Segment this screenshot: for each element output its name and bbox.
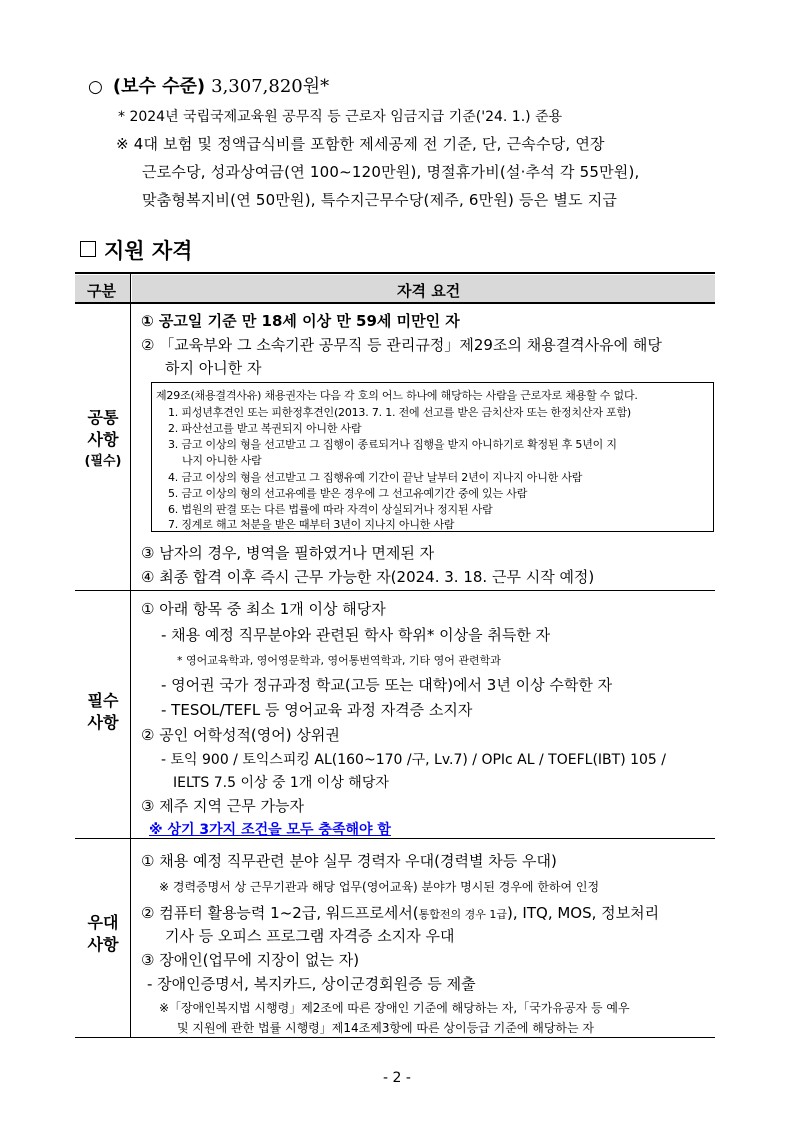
preferred-req-3: ③ 장애인(업무에 지장이 없는 자) xyxy=(141,951,360,969)
law-line: 5. 금고 이상의 형의 선고유예를 받은 경우에 그 선고유예기간 중에 있는 사람 xyxy=(168,487,528,500)
law-line: 2. 파산선고를 받고 복권되지 아니한 사람 xyxy=(168,422,362,435)
category-preferred: 우대 사항 xyxy=(87,913,119,954)
header-category: 구분 xyxy=(87,282,116,300)
common-req-1: ① 공고일 기준 만 18세 이상 만 59세 미만인 자 xyxy=(141,312,460,330)
pay-label: (보수 수준) xyxy=(112,76,206,97)
preferred-req-2-line-2: 기사 등 오피스 프로그램 자격증 소지자 우대 xyxy=(165,927,455,945)
law-line: 4. 금고 이상의 형을 선고받고 그 집행유예 기간이 끝난 날부터 2년이 지나지 아니한 사람 xyxy=(168,471,583,484)
common-req-2-line-1: ② 「교육부와 그 소속기관 공무직 등 관리규정」제29조의 채용결격사유에 해당 xyxy=(141,336,662,354)
preferred-req-3-note-line-1: ※「장애인복지법 시행령」제2조에 따른 장애인 기준에 해당하는 자,「국가유공자 등 예우 xyxy=(159,1001,630,1015)
checkbox-square-icon xyxy=(80,241,96,257)
table-bottom-border xyxy=(75,1037,715,1038)
pay-note-1: * 2024년 국립국제교육원 공무직 등 근로자 임금지급 기준('24. 1.) 준용 xyxy=(118,109,563,125)
required-req-2a-line-1: - 토익 900 / 토익스피킹 AL(160~170 /구, Lv.7) / OPIc AL / TOEFL(IBT) 105 / xyxy=(161,752,666,768)
required-req-1a-note: * 영어교육학과, 영어영문학과, 영어통번역학과, 기타 영어 관련학과 xyxy=(177,654,501,667)
common-req-3: ③ 남자의 경우, 병역을 필하였거나 면제된 자 xyxy=(141,544,435,562)
law-line: 1. 피성년후견인 또는 피한정후견인(2013. 7. 1. 전에 선고를 받은 금치산자 또는 한정치산자 포함) xyxy=(168,406,631,419)
law-line: 3. 금고 이상의 형을 선고받고 그 집행이 종료되거나 집행을 받지 아니하기로 확정된 후 5년이 지 xyxy=(168,438,617,451)
required-note: ※ 상기 3가지 조건을 모두 충족해야 함 xyxy=(149,822,391,838)
category-required: 필수 사항 xyxy=(87,691,119,732)
required-req-1a: - 채용 예정 직무분야와 관련된 학사 학위* 이상을 취득한 자 xyxy=(161,626,551,644)
pay-note-2-line-3: 맞춤형복지비(연 50만원), 특수지근무수당(제주, 6만원) 등은 별도 지급 xyxy=(142,191,618,209)
law-line: 제29조(채용결격사유) 채용권자는 다음 각 호의 어느 하나에 해당하는 사람을 근로자로 채용할 수 없다. xyxy=(156,389,638,402)
law-excerpt-box xyxy=(151,382,714,532)
bullet-circle: ○ xyxy=(88,77,103,97)
preferred-req-3a: - 장애인증명서, 복지카드, 상이군경회원증 등 제출 xyxy=(147,975,476,993)
required-req-2a-line-2: IELTS 7.5 이상 중 1개 이상 해당자 xyxy=(173,775,389,791)
pay-note-2-line-1: ※ 4대 보험 및 정액급식비를 포함한 제세공제 전 기준, 단, 근속수당, 연장 xyxy=(116,135,605,153)
law-line: 나지 아니한 사람 xyxy=(182,454,262,467)
pay-value: 3,307,820원* xyxy=(211,76,330,97)
common-req-4: ④ 최종 합격 이후 즉시 근무 가능한 자(2024. 3. 18. 근무 시작 예정) xyxy=(141,568,595,586)
qualification-table xyxy=(75,272,715,1038)
header-bottom-border xyxy=(75,302,715,304)
required-req-2: ② 공인 어학성적(영어) 상위권 xyxy=(141,726,340,744)
preferred-req-2-line-1: ② 컴퓨터 활용능력 1~2급, 워드프로세서(통합전의 경우 1급), ITQ, MOS, 정보처리 xyxy=(141,904,660,922)
header-requirements: 자격 요건 xyxy=(397,282,461,300)
page-number: - 2 - xyxy=(383,1070,411,1086)
section-title: 지원 자격 xyxy=(80,235,192,265)
preferred-req-3-note-line-2: 및 지원에 관한 법률 시행령」제14조제3항에 따른 상이등급 기준에 해당하는 자 xyxy=(177,1021,594,1035)
table-top-border xyxy=(75,272,715,274)
category-common: 공통 사항 (필수) xyxy=(84,408,122,469)
required-req-1: ① 아래 항목 중 최소 1개 이상 해당자 xyxy=(141,600,386,618)
row-divider-1 xyxy=(75,590,715,591)
common-req-2-line-2: 하지 아니한 자 xyxy=(165,359,262,377)
preferred-req-1-note: ※ 경력증명서 상 근무기관과 해당 업무(영어교육) 분야가 명시된 경우에 한하여 인정 xyxy=(159,880,600,894)
law-line: 7. 징계로 해고 처분을 받은 때부터 3년이 지나지 아니한 사람 xyxy=(168,518,455,531)
preferred-req-1: ① 채용 예정 직무관련 분야 실무 경력자 우대(경력별 차등 우대) xyxy=(141,852,557,870)
law-line: 6. 법원의 판결 또는 다른 법률에 따라 자격이 상실되거나 정지된 사람 xyxy=(168,503,493,516)
pay-heading xyxy=(88,72,329,98)
pay-note-2-line-2: 근로수당, 성과상여금(연 100∼120만원), 명절휴가비(설·추석 각 55만원), xyxy=(142,163,640,181)
required-req-1c: - TESOL/TEFL 등 영어교육 과정 자격증 소지자 xyxy=(161,701,473,719)
required-req-3: ③ 제주 지역 근무 가능자 xyxy=(141,797,304,815)
required-req-1b: - 영어권 국가 정규과정 학교(고등 또는 대학)에서 3년 이상 수학한 자 xyxy=(161,676,613,694)
